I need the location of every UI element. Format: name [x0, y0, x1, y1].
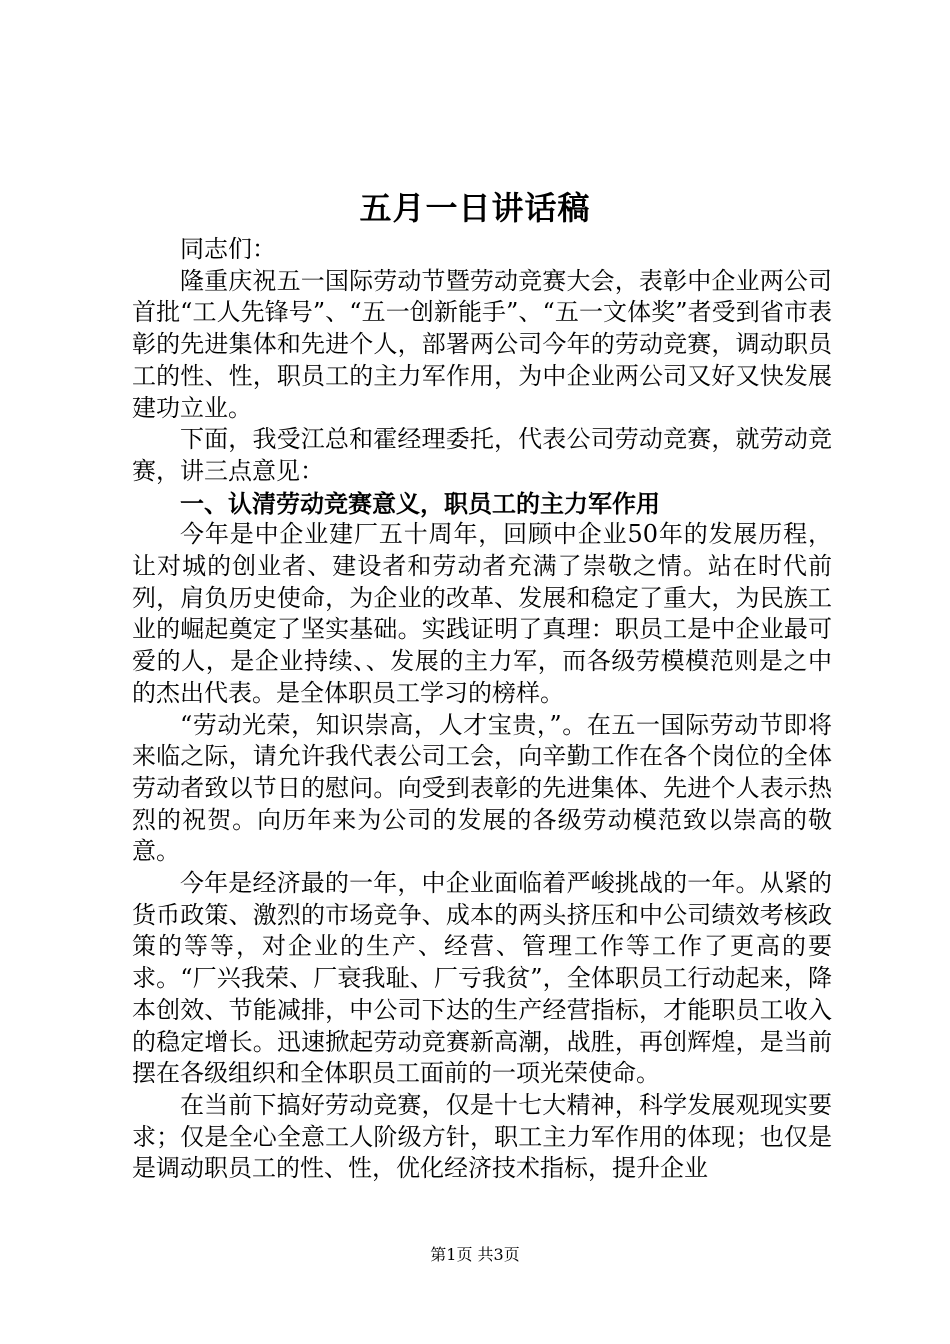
document-body	[132, 234, 832, 1185]
body-paragraph: 在当前下搞好劳动竞赛，仅是十七大精神，科学发展观现实要求；仅是全心全意工人阶级方针，职工主力军作用的体现；也仅是是调动职员工的性、性，优化经济技术指标，提升企业	[132, 1090, 832, 1183]
page-number-footer: 第1页 共3页	[430, 1245, 520, 1264]
section-heading: 一、认清劳动竞赛意义，职员工的主力军作用	[180, 488, 660, 518]
body-paragraph: “劳动光荣，知识崇高，人才宝贵，”。在五一国际劳动节即将来临之际，请允许我代表公司工会，向辛勤工作在各个岗位的全体劳动者致以节日的慰问。向受到表彰的先进集体、先进个人表示热烈的祝贺。向历年来为公司的发展的各级劳动模范致以崇高的敬意。	[132, 710, 832, 866]
body-paragraph: 今年是经济最的一年，中企业面临着严峻挑战的一年。从紧的货币政策、激烈的市场竞争、成本的两头挤压和中公司绩效考核政策的等等，对企业的生产、经营、管理工作等工作了更高的要求。“厂兴我荣、厂衰我耻、厂亏我贫”，全体职员工行动起来，降本创效、节能减排，中公司下达的生产经营指标，才能职员工收入的稳定增长。迅速掀起劳动竞赛新高潮，战胜，再创辉煌，是当前摆在各级组织和全体职员工面前的一项光荣使命。	[132, 869, 832, 1088]
body-paragraph: 隆重庆祝五一国际劳动节暨劳动竞赛大会，表彰中企业两公司首批“工人先锋号”、“五一创新能手”、“五一文体奖”者受到省市表彰的先进集体和先进个人，部署两公司今年的劳动竞赛，调动职员工的性、性，职员工的主力军作用，为中企业两公司又好又快发展建功立业。	[132, 266, 832, 422]
body-paragraph: 下面，我受江总和霍经理委托，代表公司劳动竞赛，就劳动竞赛，讲三点意见：	[132, 425, 832, 485]
body-paragraph: 今年是中企业建厂五十周年，回顾中企业50年的发展历程，让对城的创业者、建设者和劳动者充满了崇敬之情。站在时代前列，肩负历史使命，为企业的改革、发展和稳定了重大，为民族工业的崛起奠定了坚实基础。实践证明了真理：职员工是中企业最可爱的人，是企业持续、、发展的主力军，而各级劳模模范则是之中的杰出代表。是全体职员工学习的榜样。	[132, 520, 832, 707]
page-title: 五月一日讲话稿	[359, 189, 591, 227]
salutation: 同志们：	[180, 235, 276, 263]
